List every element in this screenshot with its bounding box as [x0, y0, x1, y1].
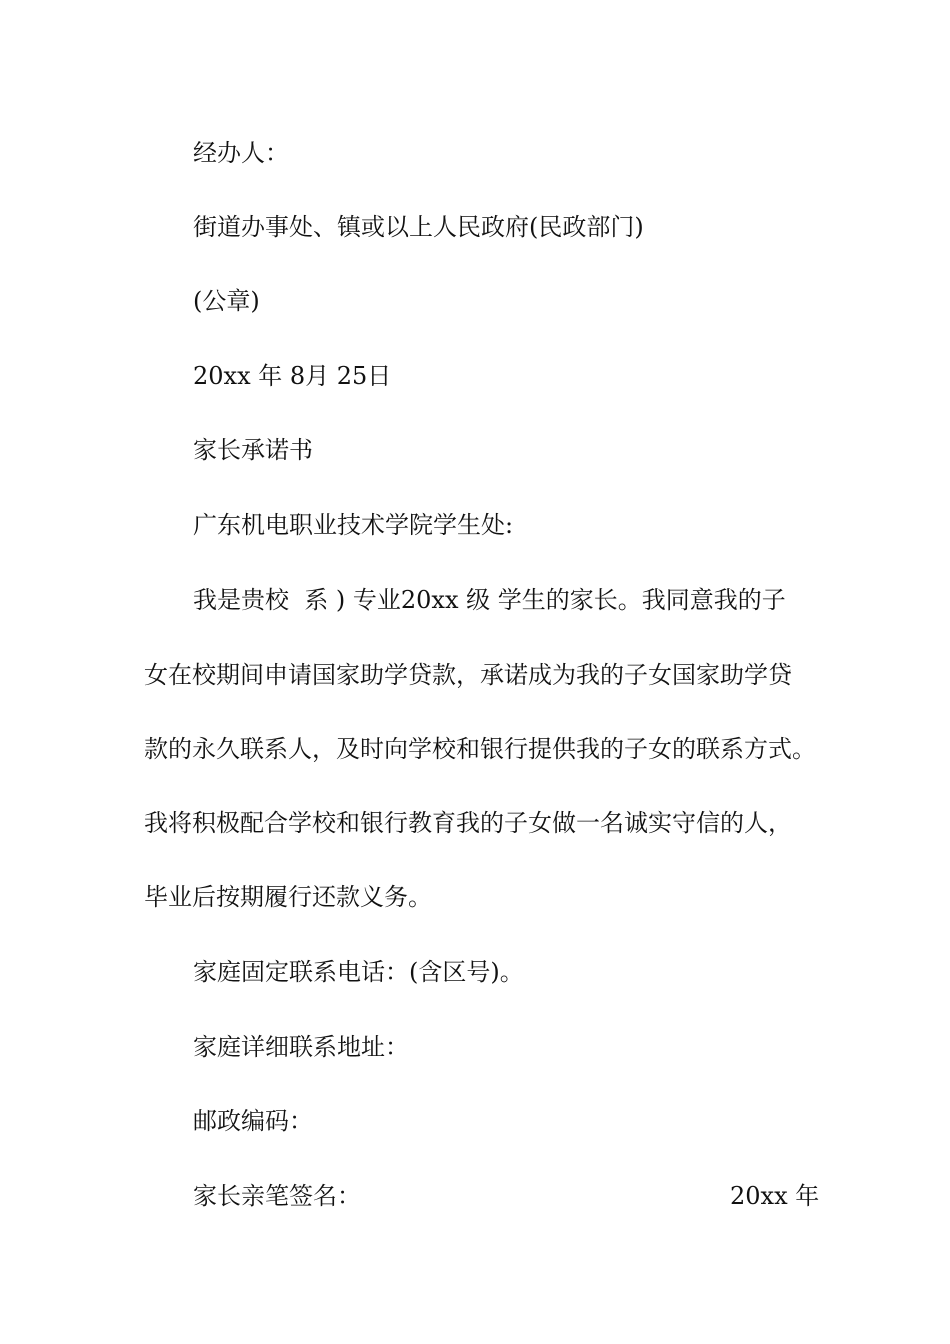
handler-label: 经办人：	[193, 139, 289, 167]
date-line: 20xx 年 8月 25日	[193, 362, 392, 390]
paragraph-line-1: 我是贵校 系 ) 专业20xx 级 学生的家长。我同意我的子	[193, 586, 786, 614]
signature-year: 20xx 年	[730, 1182, 820, 1210]
paragraph-line-5: 毕业后按期履行还款义务。	[144, 883, 432, 911]
seal-line: (公章)	[193, 287, 260, 315]
paragraph-line-4: 我将积极配合学校和银行教育我的子女做一名诚实守信的人，	[144, 809, 792, 837]
postcode-line: 邮政编码：	[193, 1107, 313, 1135]
paragraph-line-2: 女在校期间申请国家助学贷款，承诺成为我的子女国家助学贷	[144, 661, 792, 689]
phone-line: 家庭固定联系电话：(含区号)。	[193, 958, 524, 986]
addressee-line: 广东机电职业技术学院学生处:	[193, 511, 514, 539]
document-title: 家长承诺书	[193, 436, 313, 464]
authority-line: 街道办事处、镇或以上人民政府(民政部门)	[193, 213, 644, 241]
signature-line: 家长亲笔签名：	[193, 1182, 361, 1210]
address-line: 家庭详细联系地址：	[193, 1033, 409, 1061]
paragraph-line-3: 款的永久联系人，及时向学校和银行提供我的子女的联系方式。	[144, 735, 816, 763]
